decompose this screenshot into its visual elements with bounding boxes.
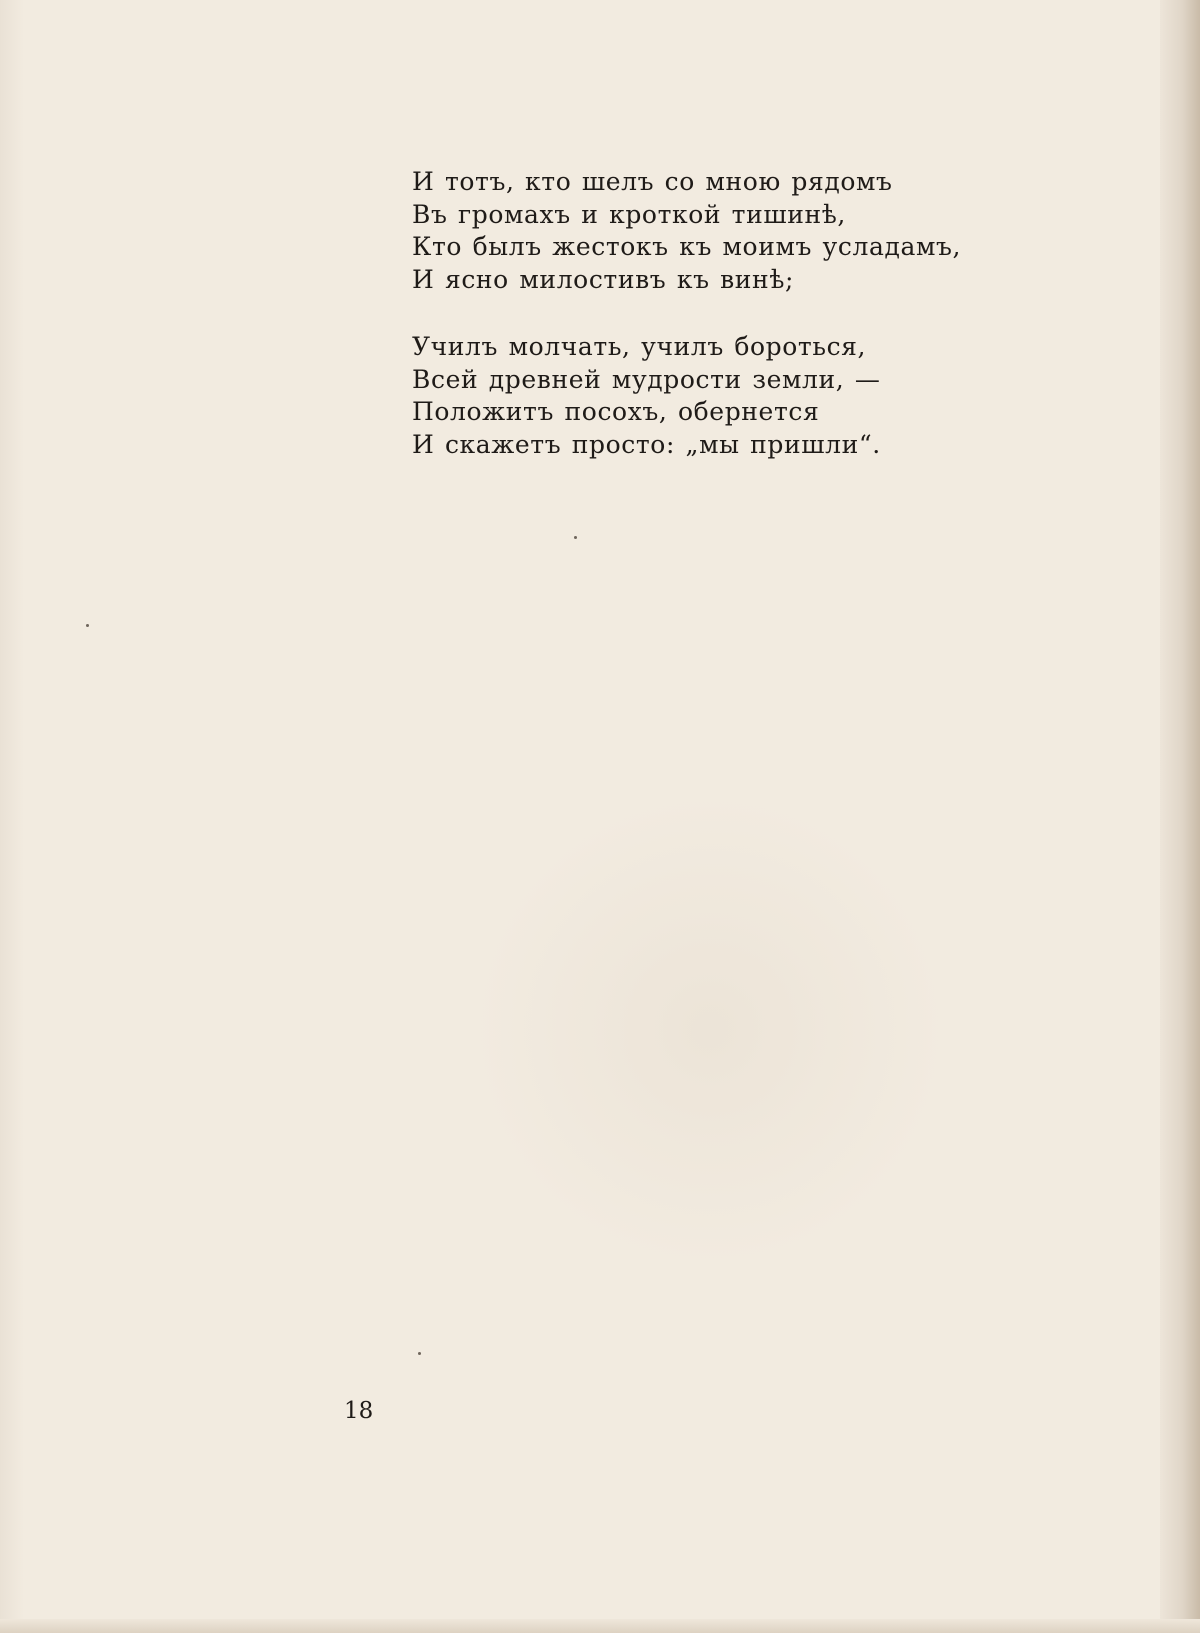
stanza-1 bbox=[412, 166, 961, 296]
paper-speck bbox=[86, 624, 89, 627]
poem-line: Кто былъ жестокъ къ моимъ усладамъ, bbox=[412, 232, 962, 261]
poem-line: Всей древней мудрости земли, — bbox=[412, 364, 881, 394]
poem-line: И тотъ, кто шелъ со мною рядомъ bbox=[412, 167, 893, 196]
paper-speck bbox=[418, 1352, 421, 1355]
page-gutter bbox=[0, 0, 24, 1633]
poem-line: Училъ молчать, училъ бороться, bbox=[412, 332, 867, 361]
stanza-2 bbox=[412, 331, 961, 461]
poem-line: Положитъ посохъ, обернется bbox=[412, 397, 820, 426]
paper-speck bbox=[574, 536, 577, 539]
poem-line: Въ громахъ и кроткой тишинѣ, bbox=[412, 199, 846, 229]
bleed-through-shadow bbox=[470, 790, 950, 1270]
page-edge-bottom bbox=[0, 1619, 1200, 1633]
page-number: 18 bbox=[344, 1398, 374, 1424]
poem-line: И ясно милостивъ къ винѣ; bbox=[412, 264, 795, 294]
poem-line: И скажетъ просто: „мы пришли“. bbox=[412, 429, 881, 459]
poem bbox=[412, 166, 961, 496]
page-edge-right bbox=[1160, 0, 1200, 1633]
